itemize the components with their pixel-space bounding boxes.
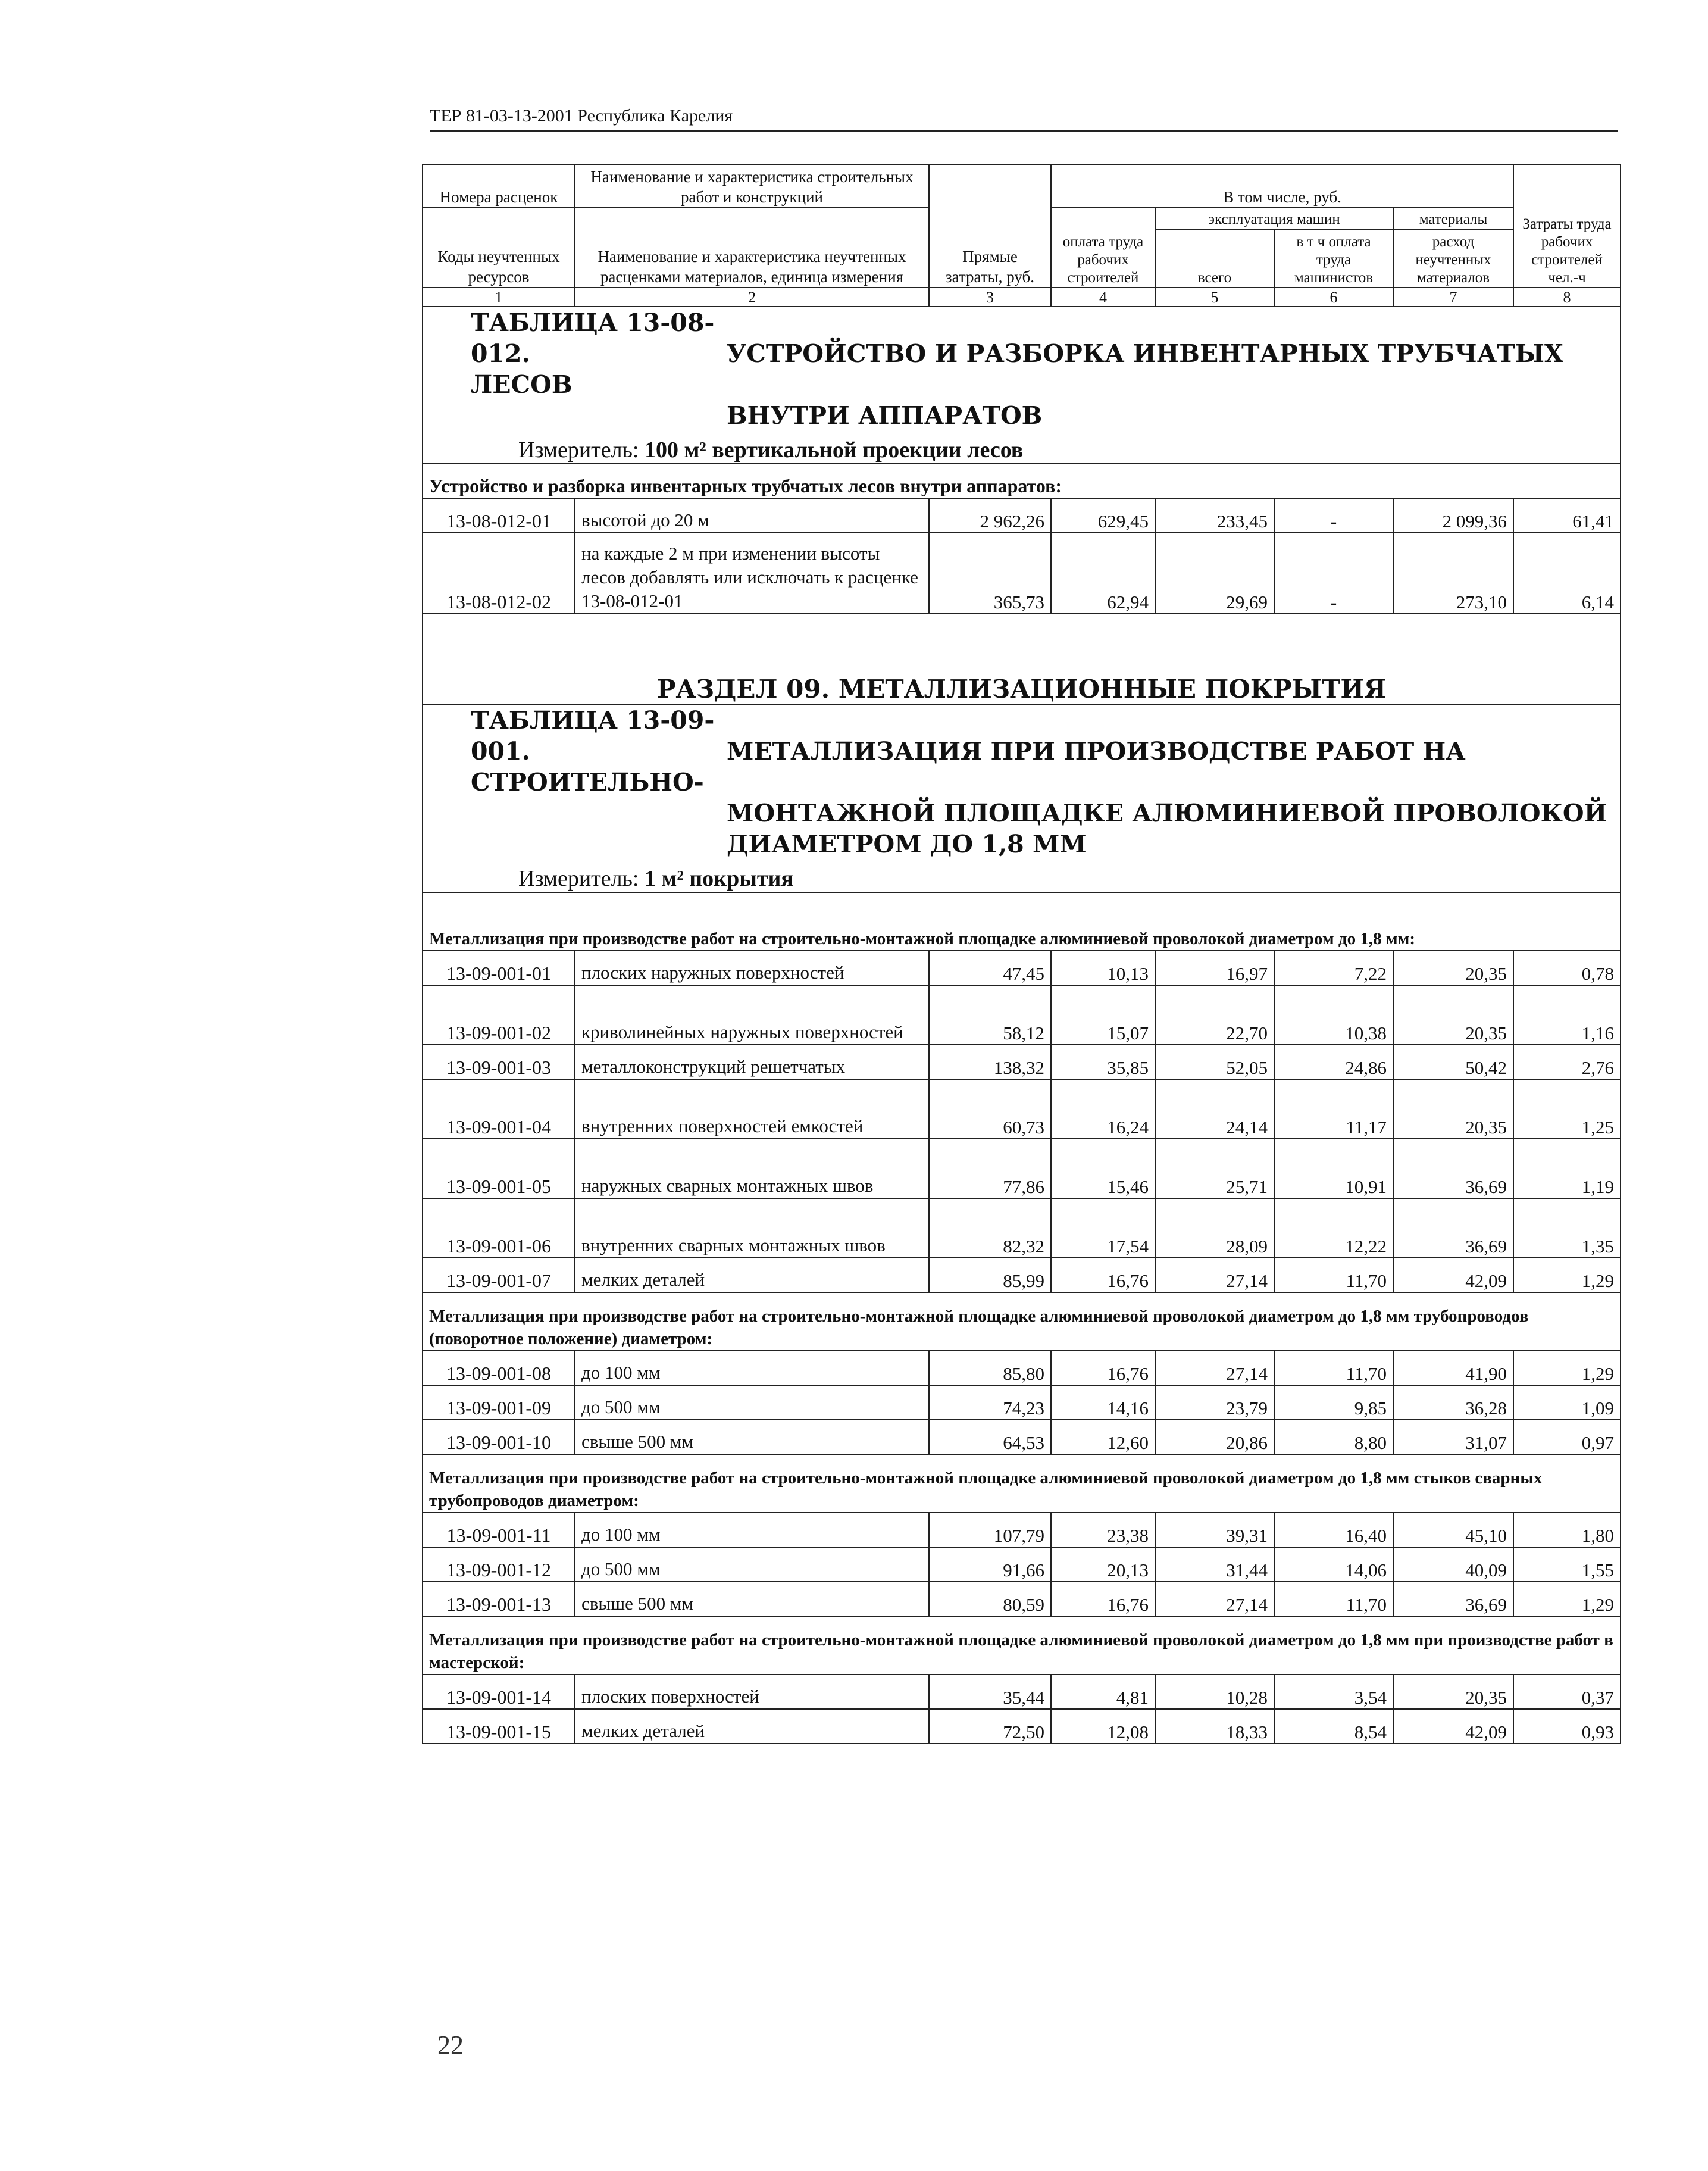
rate-code: 13-08-012-02 bbox=[423, 533, 575, 614]
machines-total: 24,14 bbox=[1155, 1079, 1274, 1139]
work-name: криволинейных наружных поверхностей bbox=[575, 985, 929, 1045]
table-row bbox=[423, 1079, 1621, 1139]
rate-code: 13-09-001-12 bbox=[423, 1547, 575, 1582]
work-name: до 500 мм bbox=[575, 1547, 929, 1582]
labor-pay: 12,60 bbox=[1051, 1420, 1155, 1454]
machines-total: 27,14 bbox=[1155, 1582, 1274, 1616]
machines-total: 28,09 bbox=[1155, 1198, 1274, 1258]
labor-pay: 629,45 bbox=[1051, 498, 1155, 533]
column-number: 6 bbox=[1274, 288, 1393, 307]
table-title-block bbox=[423, 704, 1621, 892]
materials: 36,69 bbox=[1393, 1139, 1513, 1198]
work-name: свыше 500 мм bbox=[575, 1582, 929, 1616]
machinist-pay: 8,80 bbox=[1274, 1420, 1393, 1454]
machinist-pay: 24,86 bbox=[1274, 1045, 1393, 1079]
machines-total: 31,44 bbox=[1155, 1547, 1274, 1582]
direct-cost: 138,32 bbox=[929, 1045, 1051, 1079]
group-title: Металлизация при производстве работ на строительно-монтажной площадке алюминиевой проволокой диаметром до 1,8 мм стыков сварных трубопроводов диаметром: bbox=[423, 1454, 1621, 1513]
table-row bbox=[423, 985, 1621, 1045]
direct-cost: 107,79 bbox=[929, 1513, 1051, 1547]
table-row bbox=[423, 1547, 1621, 1582]
machines-total: 27,14 bbox=[1155, 1351, 1274, 1385]
column-number: 3 bbox=[929, 288, 1051, 307]
machinist-pay: 14,06 bbox=[1274, 1547, 1393, 1582]
header-col1-top: Номера расценок bbox=[423, 165, 575, 208]
rate-code: 13-09-001-13 bbox=[423, 1582, 575, 1616]
header-col4: оплата труда рабочих строителей bbox=[1051, 208, 1155, 288]
labor-hours: 1,19 bbox=[1513, 1139, 1621, 1198]
table-label: ТАБЛИЦА 13-08-012. bbox=[471, 308, 715, 368]
machinist-pay: 10,38 bbox=[1274, 985, 1393, 1045]
column-number: 1 bbox=[423, 288, 575, 307]
measure-unit bbox=[429, 866, 1614, 892]
rate-code: 13-09-001-03 bbox=[423, 1045, 575, 1079]
rate-code: 13-09-001-08 bbox=[423, 1351, 575, 1385]
header-group-materials: материалы bbox=[1393, 208, 1513, 229]
direct-cost: 35,44 bbox=[929, 1675, 1051, 1709]
machines-total: 16,97 bbox=[1155, 951, 1274, 985]
direct-cost: 47,45 bbox=[929, 951, 1051, 985]
materials: 42,09 bbox=[1393, 1709, 1513, 1744]
rate-code: 13-09-001-06 bbox=[423, 1198, 575, 1258]
group-title: Металлизация при производстве работ на строительно-монтажной площадке алюминиевой проволокой диаметром до 1,8 мм при производстве работ в мастерской: bbox=[423, 1616, 1621, 1675]
labor-hours: 6,14 bbox=[1513, 533, 1621, 614]
group-title: Металлизация при производстве работ на строительно-монтажной площадке алюминиевой проволокой диаметром до 1,8 мм: bbox=[423, 892, 1621, 951]
header-group-machines: эксплуатация машин bbox=[1155, 208, 1393, 229]
materials: 273,10 bbox=[1393, 533, 1513, 614]
materials: 20,35 bbox=[1393, 951, 1513, 985]
table-title-line: ДИАМЕТРОМ ДО 1,8 ММ bbox=[727, 830, 1087, 858]
labor-pay: 16,76 bbox=[1051, 1582, 1155, 1616]
machinist-pay: 10,91 bbox=[1274, 1139, 1393, 1198]
labor-pay: 23,38 bbox=[1051, 1513, 1155, 1547]
column-numbers-row bbox=[423, 288, 1621, 307]
header-col7: расход неучтенных материалов bbox=[1393, 229, 1513, 288]
labor-pay: 20,13 bbox=[1051, 1547, 1155, 1582]
direct-cost: 82,32 bbox=[929, 1198, 1051, 1258]
materials: 42,09 bbox=[1393, 1258, 1513, 1292]
work-name: металлоконструкций решетчатых bbox=[575, 1045, 929, 1079]
rate-code: 13-09-001-01 bbox=[423, 951, 575, 985]
machinist-pay: 11,70 bbox=[1274, 1582, 1393, 1616]
table-title-line: ВНУТРИ АППАРАТОВ bbox=[727, 401, 1043, 430]
labor-pay: 35,85 bbox=[1051, 1045, 1155, 1079]
machinist-pay: 8,54 bbox=[1274, 1709, 1393, 1744]
direct-cost: 91,66 bbox=[929, 1547, 1051, 1582]
direct-cost: 58,12 bbox=[929, 985, 1051, 1045]
machinist-pay: 3,54 bbox=[1274, 1675, 1393, 1709]
table-row bbox=[423, 1675, 1621, 1709]
machines-total: 233,45 bbox=[1155, 498, 1274, 533]
table-label: ТАБЛИЦА 13-09-001. bbox=[471, 706, 715, 766]
table-row bbox=[423, 498, 1621, 533]
column-number: 7 bbox=[1393, 288, 1513, 307]
machinist-pay: 11,17 bbox=[1274, 1079, 1393, 1139]
labor-hours: 2,76 bbox=[1513, 1045, 1621, 1079]
column-number: 4 bbox=[1051, 288, 1155, 307]
column-number: 5 bbox=[1155, 288, 1274, 307]
table-row bbox=[423, 1139, 1621, 1198]
rate-code: 13-09-001-09 bbox=[423, 1385, 575, 1420]
rate-code: 13-09-001-11 bbox=[423, 1513, 575, 1547]
table-13-09-001 bbox=[423, 704, 1621, 1744]
machinist-pay: - bbox=[1274, 533, 1393, 614]
machines-total: 25,71 bbox=[1155, 1139, 1274, 1198]
labor-hours: 0,37 bbox=[1513, 1675, 1621, 1709]
rate-code: 13-09-001-05 bbox=[423, 1139, 575, 1198]
page-number: 22 bbox=[437, 2031, 464, 2060]
labor-pay: 62,94 bbox=[1051, 533, 1155, 614]
machines-total: 29,69 bbox=[1155, 533, 1274, 614]
table-row bbox=[423, 1198, 1621, 1258]
labor-pay: 17,54 bbox=[1051, 1198, 1155, 1258]
direct-cost: 60,73 bbox=[929, 1079, 1051, 1139]
work-name: высотой до 20 м bbox=[575, 498, 929, 533]
header-group: В том числе, руб. bbox=[1051, 165, 1513, 208]
materials: 20,35 bbox=[1393, 1079, 1513, 1139]
table-title-block bbox=[423, 307, 1621, 464]
work-name: до 100 мм bbox=[575, 1513, 929, 1547]
rate-code: 13-09-001-15 bbox=[423, 1709, 575, 1744]
work-name: плоских поверхностей bbox=[575, 1675, 929, 1709]
materials: 36,28 bbox=[1393, 1385, 1513, 1420]
materials: 50,42 bbox=[1393, 1045, 1513, 1079]
table-row bbox=[423, 1258, 1621, 1292]
direct-cost: 365,73 bbox=[929, 533, 1051, 614]
labor-hours: 1,25 bbox=[1513, 1079, 1621, 1139]
machines-total: 10,28 bbox=[1155, 1675, 1274, 1709]
work-name: на каждые 2 м при изменении высоты лесов добавлять или исключать к расценке 13-08-012-01 bbox=[575, 533, 929, 614]
group-title: Металлизация при производстве работ на строительно-монтажной площадке алюминиевой проволокой диаметром до 1,8 мм трубопроводов (поворотное положение) диаметром: bbox=[423, 1292, 1621, 1351]
table-row bbox=[423, 951, 1621, 985]
header-col5: всего bbox=[1155, 229, 1274, 288]
table-title-line: МЕТАЛЛИЗАЦИЯ ПРИ ПРОИЗВОДСТВЕ РАБОТ НА СТРОИТЕЛЬНО- bbox=[471, 737, 1466, 796]
table-row bbox=[423, 1582, 1621, 1616]
header-col3: Прямые затраты, руб. bbox=[929, 165, 1051, 288]
header-col2-bottom: Наименование и характеристика неучтенных расценками материалов, единица измерения bbox=[575, 208, 929, 288]
work-name: мелких деталей bbox=[575, 1258, 929, 1292]
labor-hours: 1,80 bbox=[1513, 1513, 1621, 1547]
machines-total: 20,86 bbox=[1155, 1420, 1274, 1454]
machines-total: 23,79 bbox=[1155, 1385, 1274, 1420]
materials: 41,90 bbox=[1393, 1351, 1513, 1385]
machinist-pay: 11,70 bbox=[1274, 1351, 1393, 1385]
table-header bbox=[423, 165, 1621, 307]
header-col8: Затраты труда рабочих строителей чел.-ч bbox=[1513, 165, 1621, 288]
rate-code: 13-09-001-10 bbox=[423, 1420, 575, 1454]
header-col2-top: Наименование и характеристика строительных работ и конструкций bbox=[575, 165, 929, 208]
work-name: внутренних сварных монтажных швов bbox=[575, 1198, 929, 1258]
labor-hours: 0,97 bbox=[1513, 1420, 1621, 1454]
direct-cost: 80,59 bbox=[929, 1582, 1051, 1616]
labor-pay: 14,16 bbox=[1051, 1385, 1155, 1420]
direct-cost: 2 962,26 bbox=[929, 498, 1051, 533]
machines-total: 39,31 bbox=[1155, 1513, 1274, 1547]
section-title: РАЗДЕЛ 09. МЕТАЛЛИЗАЦИОННЫЕ ПОКРЫТИЯ bbox=[423, 614, 1621, 704]
direct-cost: 77,86 bbox=[929, 1139, 1051, 1198]
rate-code: 13-09-001-07 bbox=[423, 1258, 575, 1292]
machines-total: 18,33 bbox=[1155, 1709, 1274, 1744]
labor-hours: 0,93 bbox=[1513, 1709, 1621, 1744]
group-title: Устройство и разборка инвентарных трубчатых лесов внутри аппаратов: bbox=[423, 464, 1621, 498]
header-col1-bottom: Коды неучтенных ресурсов bbox=[423, 208, 575, 288]
labor-pay: 15,07 bbox=[1051, 985, 1155, 1045]
machines-total: 27,14 bbox=[1155, 1258, 1274, 1292]
measure-unit bbox=[429, 437, 1614, 463]
labor-pay: 12,08 bbox=[1051, 1709, 1155, 1744]
labor-hours: 1,29 bbox=[1513, 1351, 1621, 1385]
labor-pay: 4,81 bbox=[1051, 1675, 1155, 1709]
materials: 20,35 bbox=[1393, 1675, 1513, 1709]
labor-pay: 15,46 bbox=[1051, 1139, 1155, 1198]
work-name: мелких деталей bbox=[575, 1709, 929, 1744]
work-name: наружных сварных монтажных швов bbox=[575, 1139, 929, 1198]
labor-hours: 1,29 bbox=[1513, 1582, 1621, 1616]
table-title-line: УСТРОЙСТВО И РАЗБОРКА ИНВЕНТАРНЫХ ТРУБЧАТЫХ ЛЕСОВ bbox=[471, 339, 1563, 399]
table-13-08-012 bbox=[423, 307, 1621, 614]
labor-hours: 1,55 bbox=[1513, 1547, 1621, 1582]
materials: 40,09 bbox=[1393, 1547, 1513, 1582]
direct-cost: 64,53 bbox=[929, 1420, 1051, 1454]
materials: 45,10 bbox=[1393, 1513, 1513, 1547]
table-row bbox=[423, 1709, 1621, 1744]
machinist-pay: 16,40 bbox=[1274, 1513, 1393, 1547]
page-header: ТЕР 81-03-13-2001 Республика Карелия bbox=[430, 106, 1618, 132]
labor-hours: 61,41 bbox=[1513, 498, 1621, 533]
direct-cost: 85,80 bbox=[929, 1351, 1051, 1385]
table-row bbox=[423, 533, 1621, 614]
labor-hours: 0,78 bbox=[1513, 951, 1621, 985]
rate-code: 13-08-012-01 bbox=[423, 498, 575, 533]
machinist-pay: 9,85 bbox=[1274, 1385, 1393, 1420]
labor-pay: 16,24 bbox=[1051, 1079, 1155, 1139]
rates-table bbox=[422, 164, 1621, 1744]
table-row bbox=[423, 1351, 1621, 1385]
materials: 2 099,36 bbox=[1393, 498, 1513, 533]
column-number: 8 bbox=[1513, 288, 1621, 307]
section-09 bbox=[423, 614, 1621, 704]
labor-hours: 1,09 bbox=[1513, 1385, 1621, 1420]
materials: 36,69 bbox=[1393, 1582, 1513, 1616]
materials: 36,69 bbox=[1393, 1198, 1513, 1258]
rate-code: 13-09-001-02 bbox=[423, 985, 575, 1045]
work-name: плоских наружных поверхностей bbox=[575, 951, 929, 985]
header-col6: в т ч оплата труда машинистов bbox=[1274, 229, 1393, 288]
labor-pay: 16,76 bbox=[1051, 1351, 1155, 1385]
measure-label: Измеритель: bbox=[518, 866, 639, 891]
work-name: до 100 мм bbox=[575, 1351, 929, 1385]
work-name: до 500 мм bbox=[575, 1385, 929, 1420]
work-name: свыше 500 мм bbox=[575, 1420, 929, 1454]
measure-value: 100 м² вертикальной проекции лесов bbox=[645, 438, 1024, 463]
work-name: внутренних поверхностей емкостей bbox=[575, 1079, 929, 1139]
table-row bbox=[423, 1385, 1621, 1420]
rate-code: 13-09-001-14 bbox=[423, 1675, 575, 1709]
table-title-line: МОНТАЖНОЙ ПЛОЩАДКЕ АЛЮМИНИЕВОЙ ПРОВОЛОКОЙ bbox=[727, 799, 1607, 827]
direct-cost: 85,99 bbox=[929, 1258, 1051, 1292]
measure-value: 1 м² покрытия bbox=[645, 866, 793, 891]
direct-cost: 74,23 bbox=[929, 1385, 1051, 1420]
table-row bbox=[423, 1045, 1621, 1079]
machinist-pay: 11,70 bbox=[1274, 1258, 1393, 1292]
table-row bbox=[423, 1513, 1621, 1547]
machinist-pay: - bbox=[1274, 498, 1393, 533]
table-row bbox=[423, 1420, 1621, 1454]
rate-code: 13-09-001-04 bbox=[423, 1079, 575, 1139]
labor-hours: 1,16 bbox=[1513, 985, 1621, 1045]
machinist-pay: 12,22 bbox=[1274, 1198, 1393, 1258]
column-number: 2 bbox=[575, 288, 929, 307]
labor-hours: 1,29 bbox=[1513, 1258, 1621, 1292]
materials: 20,35 bbox=[1393, 985, 1513, 1045]
direct-cost: 72,50 bbox=[929, 1709, 1051, 1744]
labor-pay: 16,76 bbox=[1051, 1258, 1155, 1292]
measure-label: Измеритель: bbox=[518, 438, 639, 463]
machinist-pay: 7,22 bbox=[1274, 951, 1393, 985]
materials: 31,07 bbox=[1393, 1420, 1513, 1454]
labor-hours: 1,35 bbox=[1513, 1198, 1621, 1258]
labor-pay: 10,13 bbox=[1051, 951, 1155, 985]
machines-total: 52,05 bbox=[1155, 1045, 1274, 1079]
machines-total: 22,70 bbox=[1155, 985, 1274, 1045]
